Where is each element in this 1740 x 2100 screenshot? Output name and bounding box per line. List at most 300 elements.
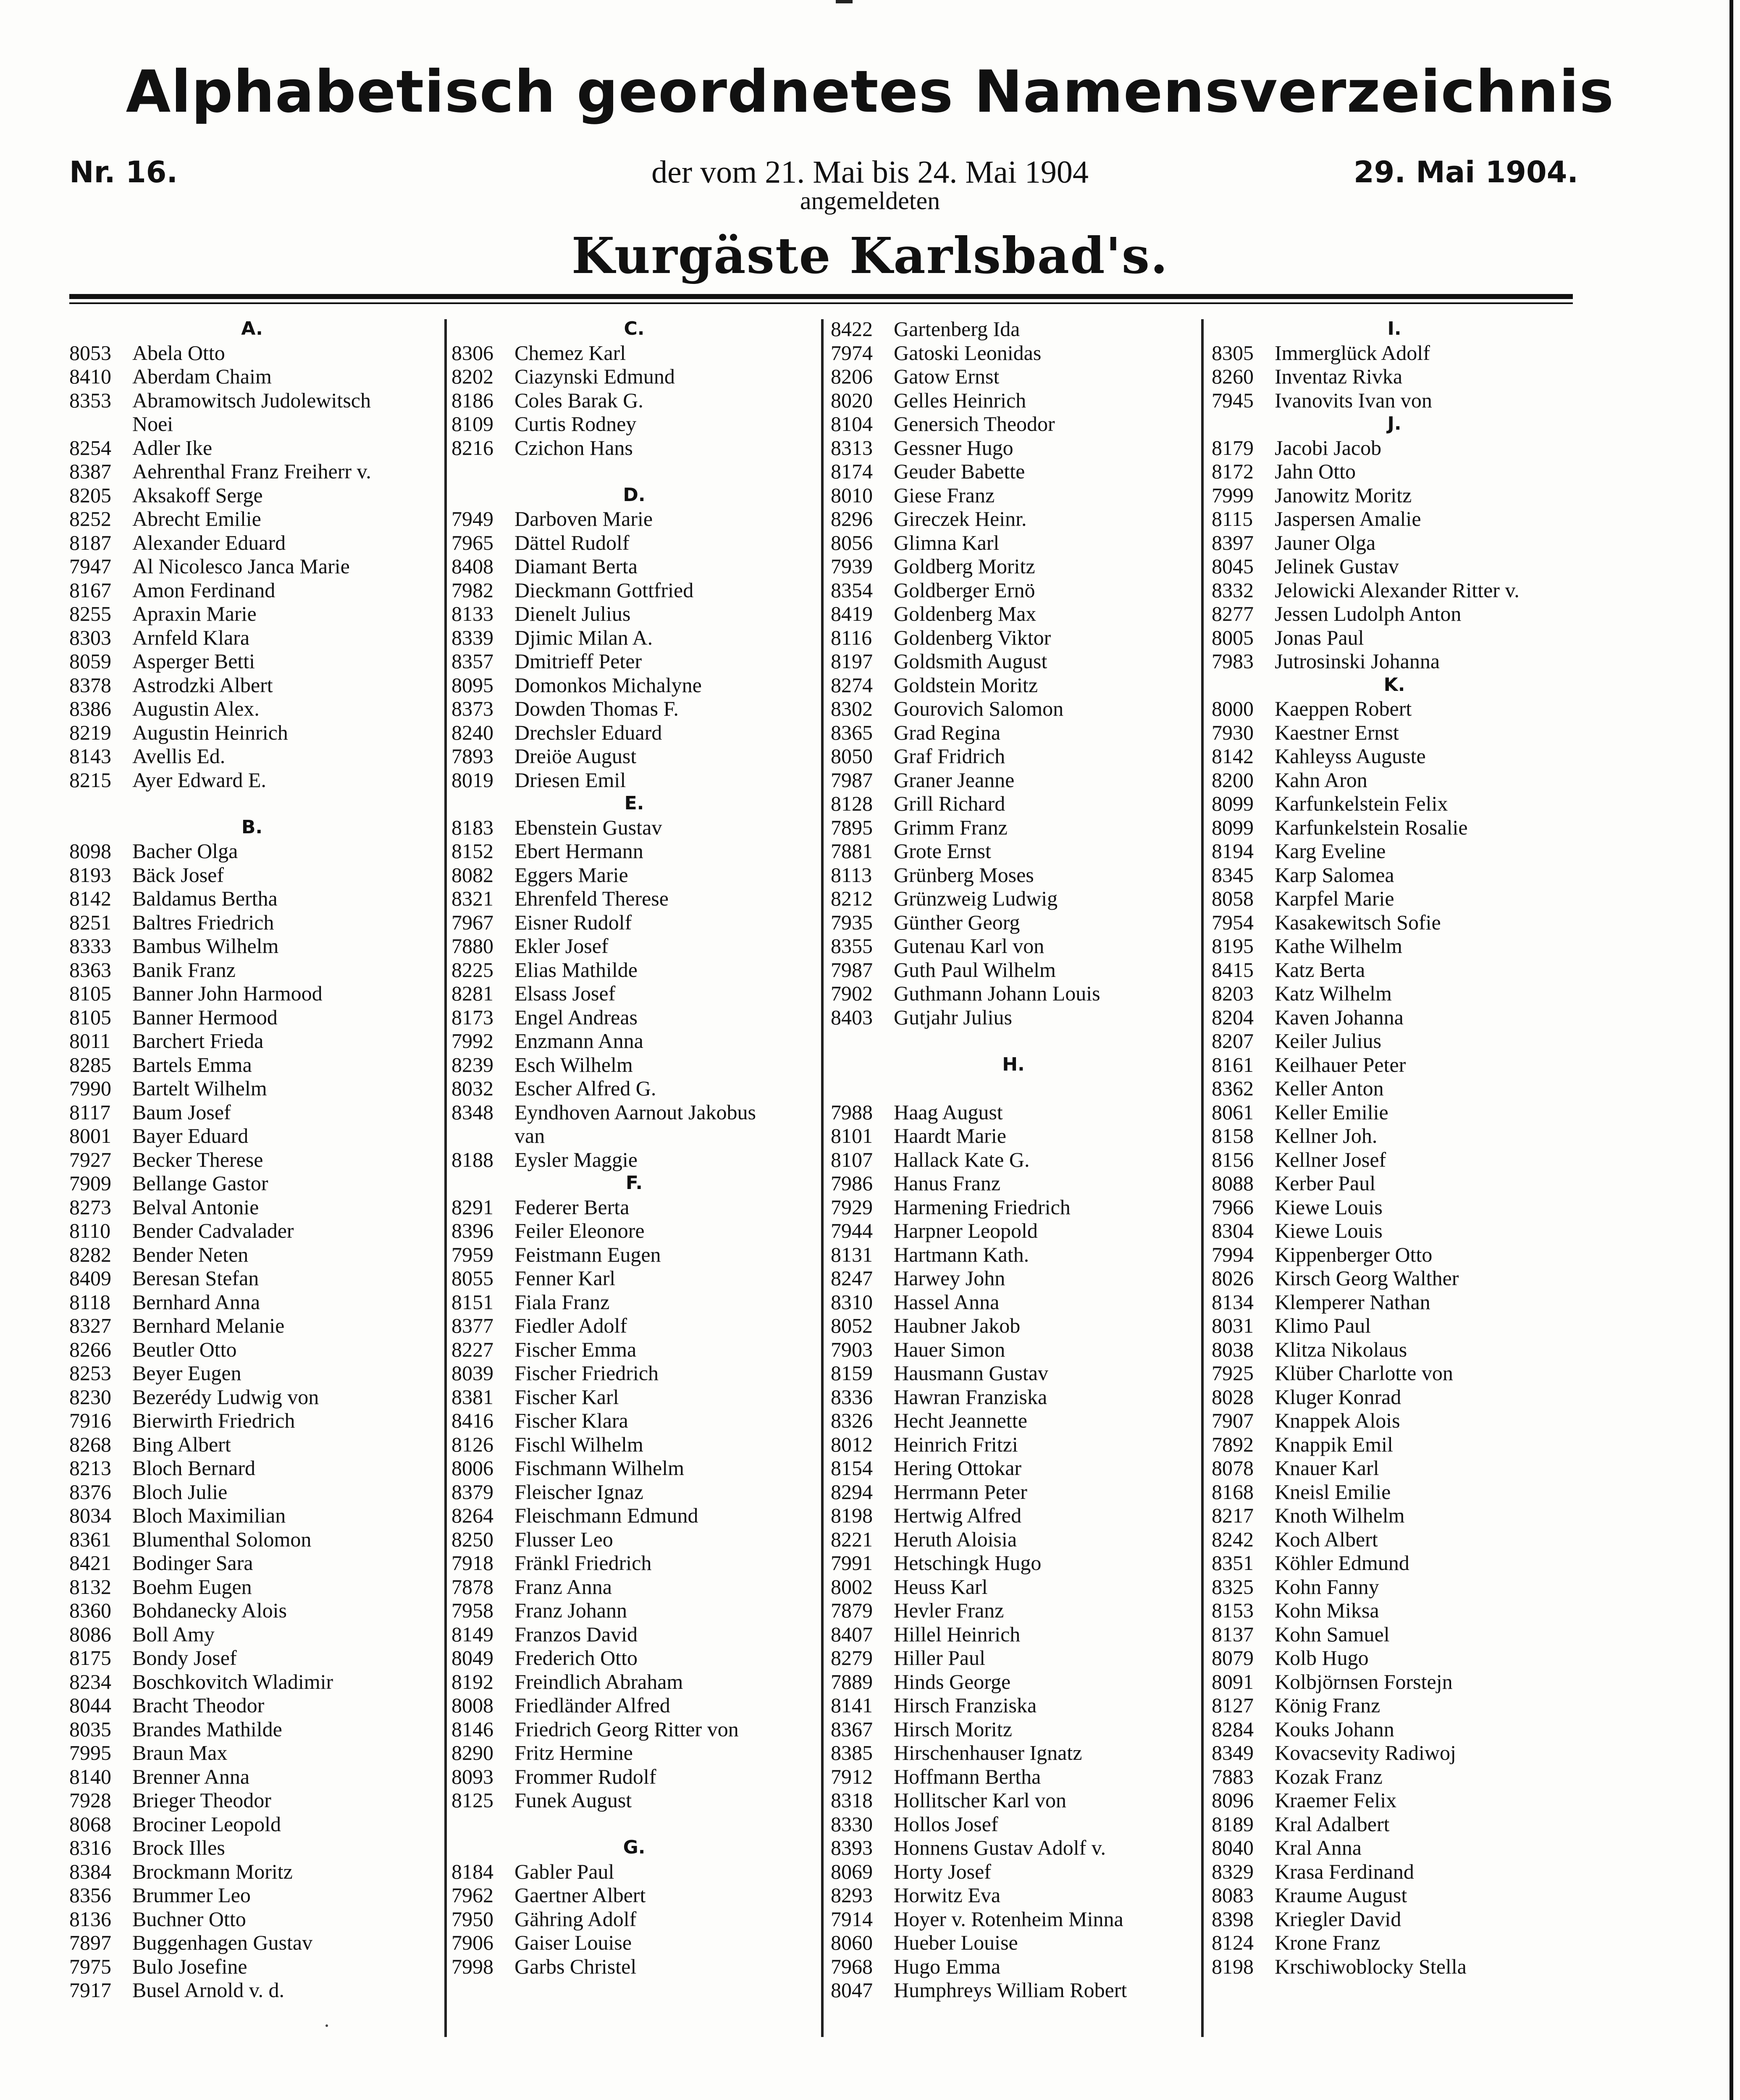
guest-entry [451, 1361, 817, 1385]
guest-entry [831, 816, 1196, 840]
guest-entry [831, 1409, 1196, 1433]
guest-name: Esch Wilhelm [514, 1053, 633, 1076]
guest-number: 8151 [451, 1290, 493, 1314]
guest-name: Coles Barak G. [514, 388, 643, 412]
guest-number: 8002 [831, 1575, 873, 1599]
guest-entry [451, 816, 817, 840]
guest-number: 7987 [831, 958, 873, 982]
guest-name: Grote Ernst [894, 839, 991, 863]
guest-entry [831, 578, 1196, 602]
guest-number: 7967 [451, 910, 493, 934]
guest-name: Aksakoff Serge [132, 483, 263, 507]
guest-entry [1212, 1029, 1577, 1053]
guest-name: Boll Amy [132, 1622, 215, 1646]
guest-entry [451, 1385, 817, 1409]
guest-name: Elias Mathilde [514, 958, 638, 982]
guest-name: Hartmann Kath. [894, 1242, 1029, 1266]
letter-section-heading: C. [624, 318, 645, 339]
guest-number: 8349 [1212, 1741, 1254, 1764]
guest-entry [451, 982, 817, 1005]
guest-name: Karfunkelstein Felix [1275, 792, 1448, 815]
guest-number: 8282 [69, 1242, 111, 1266]
guest-number: 8213 [69, 1456, 111, 1480]
guest-name: Bing Albert [132, 1432, 231, 1456]
guest-number: 8279 [831, 1646, 873, 1670]
guest-entry [69, 1717, 435, 1741]
guest-number: 8195 [1212, 934, 1254, 958]
guest-entry [1212, 531, 1577, 555]
guest-entry [69, 1266, 435, 1290]
name-column-2 [451, 317, 817, 1978]
guest-entry [831, 1243, 1196, 1267]
guest-name: Gelles Heinrich [894, 388, 1026, 412]
guest-entry [1212, 1788, 1577, 1812]
guest-name: Baum Josef [132, 1100, 231, 1124]
guest-name: Kozak Franz [1275, 1764, 1383, 1788]
guest-entry [1212, 507, 1577, 531]
guest-name: Abrecht Emilie [132, 507, 261, 530]
guest-name: Kovacsevity Radiwoj [1275, 1741, 1456, 1764]
letter-section-heading: G. [623, 1837, 646, 1858]
guest-name: Janowitz Moritz [1275, 483, 1412, 507]
guest-entry [1212, 768, 1577, 792]
guest-name: Keller Anton [1275, 1076, 1384, 1100]
guest-number: 8377 [451, 1314, 493, 1337]
guest-number: 8216 [451, 436, 493, 459]
letter-section-heading: J. [1387, 413, 1401, 434]
guest-name: Gartenberg Ida [894, 317, 1020, 341]
guest-name: Franz Anna [514, 1575, 612, 1599]
guest-number: 8409 [69, 1266, 111, 1290]
guest-name: Eggers Marie [514, 863, 628, 887]
guest-entry [1212, 1931, 1577, 1955]
guest-number: 8408 [451, 554, 493, 578]
guest-entry [831, 1622, 1196, 1646]
guest-number: 8396 [451, 1219, 493, 1242]
guest-entry [1212, 1860, 1577, 1884]
guest-entry [831, 744, 1196, 768]
guest-name: Ciazynski Edmund [514, 365, 675, 388]
guest-entry [451, 1646, 817, 1670]
guest-number: 8091 [1212, 1670, 1254, 1693]
guest-name: Fiala Franz [514, 1290, 610, 1314]
guest-entry [1212, 1599, 1577, 1622]
header-rule-thin [69, 302, 1573, 304]
guest-entry [831, 863, 1196, 887]
guest-number: 8422 [831, 317, 873, 341]
guest-entry [831, 1883, 1196, 1907]
guest-name: Kippenberger Otto [1275, 1242, 1433, 1266]
guest-name: Kiewe Louis [1275, 1195, 1383, 1219]
guest-entry [1212, 863, 1577, 887]
guest-name: Czichon Hans [514, 436, 633, 459]
guest-number: 8060 [831, 1931, 873, 1954]
guest-entry [69, 1005, 435, 1029]
guest-number: 8146 [451, 1717, 493, 1741]
guest-name: Banner Hermood [132, 1005, 278, 1029]
guest-number: 8194 [1212, 839, 1254, 863]
guest-name: Karpfel Marie [1275, 887, 1394, 910]
guest-entry [831, 1717, 1196, 1741]
guest-name: Friedländer Alfred [514, 1693, 670, 1717]
guest-name: Gatow Ernst [894, 365, 1000, 388]
guest-number: 8397 [1212, 530, 1254, 554]
guest-entry [831, 1314, 1196, 1338]
guest-number: 8174 [831, 459, 873, 483]
guest-number: 8329 [1212, 1859, 1254, 1883]
guest-number: 7878 [451, 1575, 493, 1599]
guest-name: Jahn Otto [1275, 459, 1356, 483]
guest-entry [831, 1361, 1196, 1385]
guest-number: 8253 [69, 1361, 111, 1385]
guest-entry [1212, 1361, 1577, 1385]
guest-number: 7892 [1212, 1432, 1254, 1456]
guest-entry [1212, 1409, 1577, 1433]
guest-entry [831, 1741, 1196, 1765]
guest-entry [451, 863, 817, 887]
guest-entry [451, 507, 817, 531]
guest-entry [1212, 1266, 1577, 1290]
guest-entry [69, 436, 435, 460]
guest-entry [1212, 649, 1577, 673]
column-divider [821, 319, 824, 2037]
guest-entry [1212, 1385, 1577, 1409]
guest-name: Barchert Frieda [132, 1029, 264, 1053]
guest-number: 8206 [831, 365, 873, 388]
guest-number: 8088 [1212, 1171, 1254, 1195]
guest-name: Hollitscher Karl von [894, 1788, 1067, 1812]
guest-name: Jacobi Jacob [1275, 436, 1382, 459]
guest-number: 8187 [69, 530, 111, 554]
guest-name: Frommer Rudolf [514, 1764, 656, 1788]
guest-name: Freindlich Abraham [514, 1670, 683, 1693]
right-edge-rule [1730, 0, 1733, 2100]
guest-entry [69, 982, 435, 1005]
guest-entry [1212, 744, 1577, 768]
guest-entry [451, 531, 817, 555]
guest-entry [451, 1076, 817, 1100]
guest-number: 7918 [451, 1551, 493, 1575]
guest-name: Hertwig Alfred [894, 1504, 1022, 1527]
guest-name: Escher Alfred G. [514, 1076, 656, 1100]
guest-name: Ekler Josef [514, 934, 609, 958]
guest-name: Friedrich Georg Ritter von [514, 1717, 739, 1741]
guest-number: 8302 [831, 697, 873, 720]
guest-number: 8058 [1212, 887, 1254, 910]
guest-number: 8351 [1212, 1551, 1254, 1575]
guest-name: Dieckmann Gottfried [514, 578, 694, 602]
guest-entry [451, 626, 817, 650]
guest-number: 8360 [69, 1599, 111, 1622]
guest-name: Kraemer Felix [1275, 1788, 1397, 1812]
spacer [451, 459, 817, 483]
guest-name: Eyndhoven Aarnout Jakobus [514, 1100, 756, 1124]
guest-name: Bloch Julie [132, 1480, 228, 1504]
guest-entry [69, 1860, 435, 1884]
guest-entry [831, 602, 1196, 626]
guest-number: 8310 [831, 1290, 873, 1314]
guest-entry [831, 507, 1196, 531]
guest-name: Kirsch Georg Walther [1275, 1266, 1459, 1290]
guest-name: Jelowicki Alexander Ritter v. [1275, 578, 1520, 602]
guest-name: Kneisl Emilie [1275, 1480, 1391, 1504]
guest-number: 8179 [1212, 436, 1254, 459]
guest-entry [451, 1599, 817, 1622]
guest-name: Gourovich Salomon [894, 697, 1064, 720]
guest-entry [831, 1124, 1196, 1148]
guest-entry [831, 1978, 1196, 2002]
guest-number: 8378 [69, 673, 111, 697]
guest-number: 8221 [831, 1527, 873, 1551]
guest-number: 8398 [1212, 1907, 1254, 1931]
guest-entry [451, 1551, 817, 1575]
guest-number: 8387 [69, 459, 111, 483]
guest-entry [69, 697, 435, 721]
guest-entry [831, 459, 1196, 483]
guest-entry [1212, 1005, 1577, 1029]
guest-name: Glimna Karl [894, 530, 1000, 554]
page-title: Alphabetisch geordnetes Namensverzeichnis [126, 58, 1614, 126]
guest-name: Kraume August [1275, 1883, 1407, 1907]
guest-name: Krone Franz [1275, 1931, 1380, 1954]
guest-entry [69, 388, 435, 412]
guest-number: 7987 [831, 768, 873, 792]
guest-entry [1212, 365, 1577, 388]
guest-number: 8330 [831, 1812, 873, 1836]
guest-name: Darboven Marie [514, 507, 653, 530]
guest-name: Boehm Eugen [132, 1575, 252, 1599]
guest-name: Elsass Josef [514, 982, 616, 1005]
guest-entry [831, 1266, 1196, 1290]
guest-name: Bartels Emma [132, 1053, 252, 1076]
guest-name: Gessner Hugo [894, 436, 1013, 459]
guest-number: 7928 [69, 1788, 111, 1812]
guest-number: 8152 [451, 839, 493, 863]
guest-number: 8095 [451, 673, 493, 697]
guest-entry [831, 1551, 1196, 1575]
guest-number: 7914 [831, 1907, 873, 1931]
guest-number: 8356 [69, 1883, 111, 1907]
guest-number: 7929 [831, 1195, 873, 1219]
guest-entry [831, 1646, 1196, 1670]
guest-name: Bodinger Sara [132, 1551, 253, 1575]
guest-entry [69, 483, 435, 507]
guest-number: 8361 [69, 1527, 111, 1551]
guest-entry [831, 697, 1196, 721]
guest-number: 8012 [831, 1432, 873, 1456]
guest-number: 8117 [69, 1100, 111, 1124]
guest-number: 8219 [69, 720, 111, 744]
guest-entry [831, 317, 1196, 341]
guest-number: 8189 [1212, 1812, 1254, 1836]
guest-entry [451, 436, 817, 460]
guest-entry [831, 1195, 1196, 1219]
subtitle-dates: der vom 21. Mai bis 24. Mai 1904 [651, 155, 1089, 190]
guest-entry [1212, 1433, 1577, 1457]
guest-entry [831, 1338, 1196, 1362]
guest-name: Ebert Hermann [514, 839, 643, 863]
guest-name: Hollos Josef [894, 1812, 998, 1836]
guest-number: 8161 [1212, 1053, 1254, 1076]
guest-number: 8373 [451, 697, 493, 720]
guest-name: Astrodzki Albert [132, 673, 273, 697]
guest-name: Buggenhagen Gustav [132, 1931, 313, 1954]
guest-name: Gaiser Louise [514, 1931, 632, 1954]
guest-name: Gireczek Heinr. [894, 507, 1027, 530]
guest-name: Grad Regina [894, 720, 1001, 744]
guest-entry [69, 1955, 435, 1979]
guest-number: 8365 [831, 720, 873, 744]
guest-name: Kohn Samuel [1275, 1622, 1390, 1646]
guest-name: Gabler Paul [514, 1859, 614, 1883]
guest-entry [451, 1528, 817, 1551]
guest-entry [1212, 1480, 1577, 1504]
guest-entry [831, 792, 1196, 816]
guest-name: Katz Berta [1275, 958, 1365, 982]
guest-entry [831, 436, 1196, 460]
guest-entry [1212, 602, 1577, 626]
guest-number: 8068 [69, 1812, 111, 1836]
guest-number: 8198 [1212, 1954, 1254, 1978]
guest-name: Kolbjörnsen Forstejn [1275, 1670, 1453, 1693]
guest-entry [1212, 1670, 1577, 1694]
guest-entry [831, 1480, 1196, 1504]
guest-number: 8124 [1212, 1931, 1254, 1954]
guest-number: 8052 [831, 1314, 873, 1337]
guest-entry [451, 1717, 817, 1741]
guest-entry [69, 1100, 435, 1124]
guest-name: Bernhard Melanie [132, 1314, 285, 1337]
guest-entry [1212, 697, 1577, 721]
guest-entry [69, 649, 435, 673]
guest-number: 8028 [1212, 1385, 1254, 1409]
guest-name: Ehrenfeld Therese [514, 887, 669, 910]
guest-name: Apraxin Marie [132, 602, 257, 625]
guest-name: Beresan Stefan [132, 1266, 259, 1290]
guest-name: Jonas Paul [1275, 625, 1364, 649]
guest-entry [1212, 341, 1577, 365]
guest-entry [1212, 1836, 1577, 1860]
guest-number: 8348 [451, 1100, 493, 1124]
guest-name: Fischer Emma [514, 1337, 637, 1361]
guest-name: Banner John Harmood [132, 982, 323, 1005]
guest-number: 8142 [1212, 744, 1254, 768]
guest-entry [69, 1171, 435, 1195]
guest-entry [1212, 1575, 1577, 1599]
guest-entry-continuation [69, 412, 435, 436]
guest-name: Goldberger Ernö [894, 578, 1035, 602]
guest-name: Braun Max [132, 1741, 228, 1764]
guest-number: 8134 [1212, 1290, 1254, 1314]
guest-number: 8198 [831, 1504, 873, 1527]
guest-number: 8294 [831, 1480, 873, 1504]
guest-name: Fleischmann Edmund [514, 1504, 698, 1527]
guest-name: Hoffmann Bertha [894, 1764, 1041, 1788]
guest-name: Becker Therese [132, 1147, 263, 1171]
guest-number: 8125 [451, 1788, 493, 1812]
guest-entry [69, 1361, 435, 1385]
guest-name: van [514, 1124, 545, 1147]
guest-entry [1212, 1765, 1577, 1789]
guest-number: 8010 [831, 483, 873, 507]
guest-name: Blumenthal Solomon [132, 1527, 312, 1551]
guest-number: 8032 [451, 1076, 493, 1100]
guest-entry [831, 388, 1196, 412]
guest-name: Ivanovits Ivan von [1275, 388, 1432, 412]
guest-name: Koch Albert [1275, 1527, 1378, 1551]
guest-name: Beyer Eugen [132, 1361, 241, 1385]
guest-number: 8353 [69, 388, 111, 412]
guest-name: Immerglück Adolf [1275, 341, 1430, 365]
guest-name: Kiewe Louis [1275, 1219, 1383, 1242]
guest-number: 8381 [451, 1385, 493, 1409]
guest-number: 8354 [831, 578, 873, 602]
guest-entry [831, 1005, 1196, 1029]
guest-number: 7982 [451, 578, 493, 602]
guest-number: 7912 [831, 1764, 873, 1788]
guest-number: 8304 [1212, 1219, 1254, 1242]
guest-number: 7883 [1212, 1764, 1254, 1788]
guest-entry [831, 365, 1196, 388]
name-column-3 [831, 317, 1196, 2002]
guest-number: 8345 [1212, 863, 1254, 887]
guest-number: 8047 [831, 1978, 873, 2002]
guest-entry [451, 1243, 817, 1267]
guest-name: Bäck Josef [132, 863, 224, 887]
guest-name: Kaven Johanna [1275, 1005, 1404, 1029]
guest-number: 8255 [69, 602, 111, 625]
guest-number: 7965 [451, 530, 493, 554]
guest-name: Krschiwoblocky Stella [1275, 1954, 1467, 1978]
guest-name: Knauer Karl [1275, 1456, 1379, 1480]
guest-number: 8099 [1212, 792, 1254, 815]
guest-number: 7893 [451, 744, 493, 768]
guest-number: 8266 [69, 1337, 111, 1361]
guest-number: 8053 [69, 341, 111, 365]
guest-entry [451, 602, 817, 626]
guest-entry [69, 602, 435, 626]
guest-name: Fischer Karl [514, 1385, 619, 1409]
top-edge-mark [836, 0, 853, 3]
guest-number: 8143 [69, 744, 111, 768]
guest-entry [69, 1433, 435, 1457]
guest-entry [69, 1219, 435, 1243]
guest-number: 8109 [451, 412, 493, 436]
guest-entry [69, 1978, 435, 2002]
guest-entry [69, 459, 435, 483]
guest-number: 8321 [451, 887, 493, 910]
guest-number: 8136 [69, 1907, 111, 1931]
guest-number: 8379 [451, 1480, 493, 1504]
guest-entry [451, 887, 817, 911]
name-column-4 [1212, 317, 1577, 1978]
guest-entry [1212, 958, 1577, 982]
guest-entry [69, 1741, 435, 1765]
guest-entry [831, 934, 1196, 958]
guest-entry [831, 649, 1196, 673]
guest-name: Karg Eveline [1275, 839, 1386, 863]
guest-entry [1212, 887, 1577, 911]
guest-number: 8227 [451, 1337, 493, 1361]
guest-name: Kaestner Ernst [1275, 720, 1399, 744]
guest-name: Funek August [514, 1788, 632, 1812]
guest-name: Kathe Wilhelm [1275, 934, 1402, 958]
issue-date: 29. Mai 1904. [1353, 155, 1578, 189]
guest-name: Goldstein Moritz [894, 673, 1038, 697]
guest-name: Kahleyss Auguste [1275, 744, 1426, 768]
guest-name: Dreiöe August [514, 744, 637, 768]
guest-number: 7954 [1212, 910, 1254, 934]
